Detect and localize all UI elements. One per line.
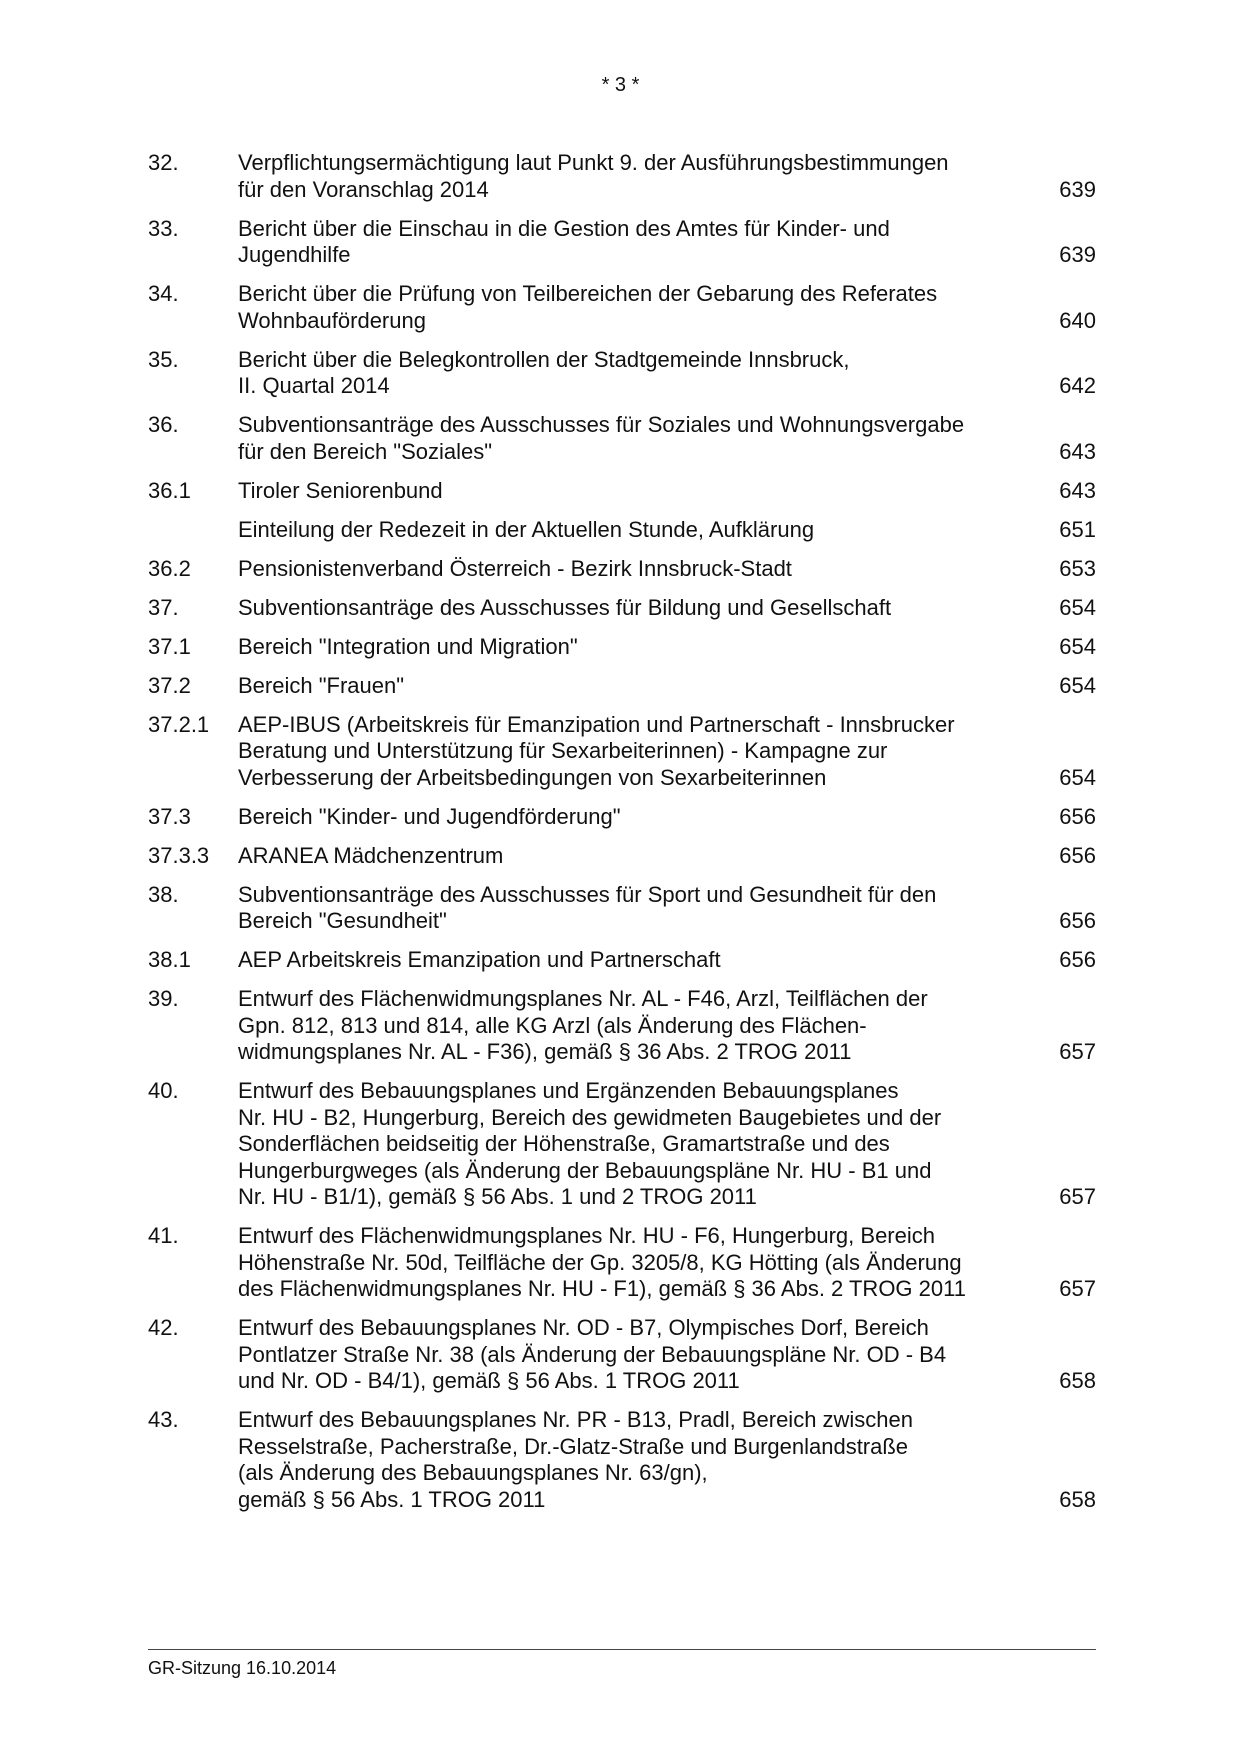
toc-entry-title-line: Entwurf des Bebauungsplanes Nr. PR - B13, Pradl, Bereich zwischen (238, 1407, 914, 1432)
toc-entry-number: 37.1 (148, 633, 191, 659)
toc-entry-title (238, 947, 1036, 974)
toc-entry-number: 43. (148, 1407, 179, 1432)
toc-entry (148, 843, 1096, 870)
toc-entry-page: 658 (1059, 1368, 1096, 1393)
toc-entry (148, 150, 1096, 203)
toc-entry-number: 37. (148, 594, 179, 620)
toc-entry (148, 634, 1096, 661)
toc-entry-number: 37.3.3 (148, 842, 210, 868)
toc-entry-title (238, 412, 1036, 465)
toc-entry-title-line: Bereich "Kinder- und Jugendförderung" (238, 803, 621, 829)
toc-entry-page: 654 (1059, 672, 1096, 698)
toc-entry-title-line: für den Bereich "Soziales" (238, 438, 493, 464)
footer-session-date: GR-Sitzung 16.10.2014 (148, 1658, 337, 1678)
toc-entry-page: 656 (1059, 803, 1096, 829)
toc-entry-title-line: Wohnbauförderung (238, 307, 426, 333)
toc-entry-title (238, 1078, 1036, 1211)
toc-entry-title-line: Bericht über die Prüfung von Teilbereichen der Gebarung des Referates (238, 281, 938, 306)
toc-entry-title (238, 478, 1036, 505)
toc-entry (148, 673, 1096, 700)
toc-entry-title-line: AEP Arbeitskreis Emanzipation und Partnerschaft (238, 947, 721, 972)
toc-entry-title-line: Tiroler Seniorenbund (238, 477, 443, 503)
toc-entry-title (238, 986, 1036, 1066)
toc-entry-title-line: Hungerburgweges (als Änderung der Bebauungspläne Nr. HU - B1 und (238, 1157, 932, 1183)
toc-entry-title-line: Jugendhilfe (238, 242, 351, 267)
table-of-contents (148, 150, 1096, 1526)
toc-entry (148, 1407, 1096, 1513)
toc-entry-page: 639 (1059, 176, 1096, 202)
toc-entry-title-line: Gpn. 812, 813 und 814, alle KG Arzl (als Änderung des Flächen- (238, 1012, 867, 1038)
toc-entry-page: 642 (1059, 373, 1096, 398)
toc-entry-page: 656 (1059, 908, 1096, 933)
toc-entry-title (238, 1223, 1036, 1303)
toc-entry-number: 32. (148, 150, 179, 175)
toc-entry (148, 556, 1096, 583)
toc-entry-page: 654 (1059, 594, 1096, 620)
toc-entry-number: 36.1 (148, 477, 191, 503)
toc-entry-title (238, 150, 1036, 203)
toc-entry-title-line: Entwurf des Bebauungsplanes und Ergänzenden Bebauungsplanes (238, 1078, 899, 1103)
toc-entry-title-line: des Flächenwidmungsplanes Nr. HU - F1), gemäß § 36 Abs. 2 TROG 2011 (238, 1276, 966, 1301)
toc-entry-title-line: Bericht über die Einschau in die Gestion des Amtes für Kinder- und (238, 215, 890, 241)
toc-entry-title-line: (als Änderung des Bebauungsplanes Nr. 63/gn), (238, 1460, 708, 1485)
page-number: * 3 * (601, 74, 640, 96)
toc-entry (148, 517, 1096, 544)
toc-entry-title (238, 556, 1036, 583)
toc-entry-title (238, 673, 1036, 700)
toc-entry-page: 639 (1059, 242, 1096, 267)
toc-entry-title-line: ARANEA Mädchenzentrum (238, 842, 504, 868)
toc-entry-title-line: Subventionsanträge des Ausschusses für Sport und Gesundheit für den (238, 881, 937, 907)
toc-entry-title-line: Entwurf des Flächenwidmungsplanes Nr. HU - F6, Hungerburg, Bereich (238, 1223, 935, 1248)
toc-entry-title (238, 595, 1036, 622)
toc-entry-title (238, 347, 1036, 400)
toc-entry-number: 39. (148, 986, 179, 1011)
toc-entry-title-line: Bereich "Frauen" (238, 672, 405, 698)
toc-entry-number: 35. (148, 346, 179, 372)
toc-entry (148, 1078, 1096, 1211)
toc-entry-title (238, 1315, 1036, 1395)
toc-entry (148, 478, 1096, 505)
toc-entry (148, 712, 1096, 792)
toc-entry-page: 643 (1059, 477, 1096, 503)
toc-entry-page: 657 (1059, 1039, 1096, 1064)
toc-entry-page: 656 (1059, 842, 1096, 868)
toc-entry-page: 654 (1059, 764, 1096, 790)
toc-entry-page: 643 (1059, 438, 1096, 464)
toc-entry-title (238, 634, 1036, 661)
toc-entry-page: 657 (1059, 1276, 1096, 1301)
toc-entry-title-line: Verpflichtungsermächtigung laut Punkt 9. der Ausführungsbestimmungen (238, 150, 949, 175)
toc-entry-title-line: Einteilung der Redezeit in der Aktuellen Stunde, Aufklärung (238, 516, 815, 542)
toc-entry-title-line: Verbesserung der Arbeitsbedingungen von Sexarbeiterinnen (238, 764, 827, 790)
toc-entry-page: 656 (1059, 947, 1096, 972)
toc-entry (148, 1315, 1096, 1395)
toc-entry-title-line: Subventionsanträge des Ausschusses für Soziales und Wohnungsvergabe (238, 412, 965, 437)
toc-entry-number: 37.2.1 (148, 711, 210, 737)
toc-entry-page: 651 (1059, 516, 1096, 542)
toc-entry-title-line: und Nr. OD - B4/1), gemäß § 56 Abs. 1 TROG 2011 (238, 1368, 740, 1393)
toc-entry-number: 37.2 (148, 672, 191, 698)
toc-entry-title-line: Entwurf des Flächenwidmungsplanes Nr. AL - F46, Arzl, Teilflächen der (238, 986, 928, 1011)
toc-entry-title (238, 712, 1036, 792)
toc-entry-title-line: Sonderflächen beidseitig der Höhenstraße, Gramartstraße und des (238, 1131, 890, 1156)
toc-entry (148, 347, 1096, 400)
toc-entry (148, 947, 1096, 974)
toc-entry-title-line: Bericht über die Belegkontrollen der Stadtgemeinde Innsbruck, (238, 346, 850, 372)
toc-entry-title-line: II. Quartal 2014 (238, 373, 390, 398)
toc-entry-title (238, 843, 1036, 870)
toc-entry-number: 37.3 (148, 803, 191, 829)
toc-entry (148, 216, 1096, 269)
toc-entry-page: 640 (1059, 307, 1096, 333)
toc-entry-title-line: Entwurf des Bebauungsplanes Nr. OD - B7, Olympisches Dorf, Bereich (238, 1315, 929, 1340)
toc-entry-number: 34. (148, 281, 179, 306)
toc-entry-title (238, 216, 1036, 269)
toc-entry-number: 38.1 (148, 947, 191, 972)
toc-entry-title (238, 517, 1036, 544)
toc-entry-title-line: für den Voranschlag 2014 (238, 176, 489, 202)
toc-entry-title-line: Höhenstraße Nr. 50d, Teilfläche der Gp. 3205/8, KG Hötting (als Änderung (238, 1249, 962, 1275)
toc-entry-title (238, 882, 1036, 935)
toc-entry (148, 986, 1096, 1066)
toc-entry-page: 657 (1059, 1184, 1096, 1209)
toc-entry-title-line: Bereich "Gesundheit" (238, 908, 447, 933)
toc-entry-number: 33. (148, 215, 179, 241)
toc-entry-title-line: Bereich "Integration und Migration" (238, 633, 578, 659)
toc-entry-number: 36. (148, 412, 179, 437)
toc-entry-page: 658 (1059, 1486, 1096, 1512)
toc-entry (148, 595, 1096, 622)
toc-entry-title-line: gemäß § 56 Abs. 1 TROG 2011 (238, 1486, 546, 1512)
toc-entry-number: 36.2 (148, 555, 191, 581)
toc-entry-page: 654 (1059, 633, 1096, 659)
toc-entry-title-line: widmungsplanes Nr. AL - F36), gemäß § 36 Abs. 2 TROG 2011 (238, 1039, 852, 1064)
toc-entry-title-line: Subventionsanträge des Ausschusses für Bildung und Gesellschaft (238, 594, 892, 620)
toc-entry-title (238, 281, 1036, 334)
toc-entry-title-line: Nr. HU - B2, Hungerburg, Bereich des gewidmeten Baugebietes und der (238, 1104, 942, 1130)
toc-entry-title (238, 804, 1036, 831)
toc-entry-number: 38. (148, 881, 179, 907)
toc-entry (148, 804, 1096, 831)
toc-entry-number: 41. (148, 1223, 179, 1248)
footer-divider (148, 1649, 1096, 1650)
toc-entry-title-line: Beratung und Unterstützung für Sexarbeiterinnen) - Kampagne zur (238, 738, 888, 763)
toc-entry-title-line: Resselstraße, Pacherstraße, Dr.-Glatz-Straße und Burgenlandstraße (238, 1433, 909, 1459)
toc-entry (148, 412, 1096, 465)
toc-entry (148, 882, 1096, 935)
toc-entry-number: 40. (148, 1078, 179, 1103)
toc-entry-title-line: Pontlatzer Straße Nr. 38 (als Änderung der Bebauungspläne Nr. OD - B4 (238, 1341, 947, 1367)
toc-entry-title-line: Nr. HU - B1/1), gemäß § 56 Abs. 1 und 2 TROG 2011 (238, 1184, 757, 1209)
toc-entry (148, 1223, 1096, 1303)
toc-entry-page: 653 (1059, 555, 1096, 581)
toc-entry (148, 281, 1096, 334)
toc-entry-number: 42. (148, 1315, 179, 1340)
toc-entry-title (238, 1407, 1036, 1513)
toc-entry-title-line: AEP-IBUS (Arbeitskreis für Emanzipation und Partnerschaft - Innsbrucker (238, 711, 955, 737)
toc-entry-title-line: Pensionistenverband Österreich - Bezirk Innsbruck-Stadt (238, 555, 792, 581)
